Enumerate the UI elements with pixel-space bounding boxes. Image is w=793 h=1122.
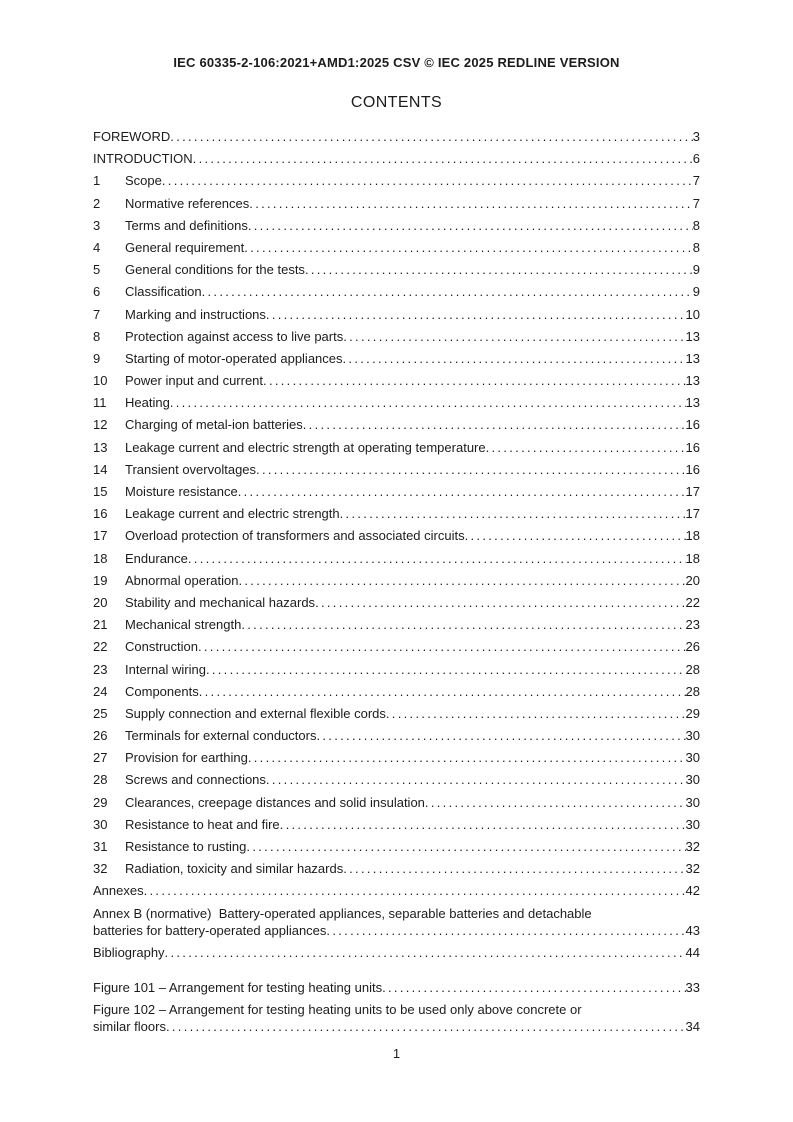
dot-leader [266, 771, 686, 788]
toc-clause-number: 17 [93, 528, 108, 544]
toc-page-number: 30 [685, 816, 700, 832]
toc-entry[interactable] [93, 860, 700, 877]
dot-leader [315, 594, 685, 611]
figure-list [93, 979, 700, 1035]
toc-entry-title: INTRODUCTION [93, 151, 193, 167]
toc-entry-line [93, 661, 700, 678]
toc-entry-title: Supply connection and external flexible cords [125, 705, 386, 721]
dot-leader [188, 550, 686, 567]
toc-entry-line [93, 306, 700, 323]
toc-entry[interactable] [93, 683, 700, 700]
dot-leader [316, 727, 685, 744]
toc-entry[interactable] [93, 439, 700, 456]
dot-leader [256, 461, 686, 478]
toc-entry[interactable] [93, 638, 700, 655]
dot-leader [326, 922, 685, 939]
toc-entry[interactable] [93, 527, 700, 544]
toc-clause-number: 20 [93, 594, 108, 610]
dot-leader [162, 172, 693, 189]
toc-page-number: 30 [685, 750, 700, 766]
toc-clause-number: 15 [93, 484, 108, 499]
dot-leader [166, 1018, 686, 1035]
dot-leader [249, 195, 692, 212]
dot-leader [248, 749, 686, 766]
toc-entry[interactable] [93, 661, 700, 678]
toc-entry-title: Normative references [125, 195, 250, 211]
toc-clause-number: 28 [93, 772, 108, 788]
toc-entry-line [93, 350, 700, 367]
toc-entry[interactable] [93, 416, 700, 433]
dot-leader [266, 306, 686, 323]
toc-page-number: 10 [685, 306, 700, 322]
toc-entry[interactable] [93, 505, 700, 522]
dot-leader [202, 283, 693, 300]
dot-leader [343, 350, 686, 367]
toc-clause-number: 3 [93, 217, 101, 233]
toc-page-number: 13 [685, 373, 700, 389]
toc-entry[interactable] [93, 150, 700, 167]
toc-entry-line [93, 527, 700, 544]
dot-leader [170, 128, 692, 145]
table-of-contents [93, 128, 700, 961]
toc-clause-number: 23 [93, 661, 108, 677]
toc-page-number: 8 [692, 239, 700, 255]
dot-leader [386, 705, 686, 722]
toc-page-number: 20 [685, 572, 700, 588]
toc-clause-number: 12 [93, 417, 108, 433]
toc-entry-line [93, 979, 700, 996]
toc-page-number: 28 [685, 661, 700, 677]
toc-clause-number: 29 [93, 794, 108, 810]
toc-page-number: 34 [685, 1018, 700, 1034]
toc-entry[interactable] [93, 461, 700, 478]
toc-page-number: 9 [692, 284, 700, 300]
toc-clause-number: 4 [93, 239, 101, 255]
toc-entry[interactable] [93, 239, 700, 256]
toc-entry[interactable] [93, 771, 700, 788]
dot-leader [238, 483, 686, 500]
toc-entry-line [93, 239, 700, 256]
page-number: 1 [392, 1046, 401, 1061]
toc-entry[interactable] [93, 372, 700, 389]
toc-page-number: 29 [685, 705, 700, 721]
toc-page-number: 30 [685, 794, 700, 810]
toc-clause-number: 31 [93, 839, 108, 854]
toc-entry-line [93, 705, 700, 722]
toc-entry-title: Terms and definitions [125, 217, 248, 233]
toc-page-number: 17 [685, 506, 700, 522]
toc-entry-line [93, 944, 700, 961]
toc-entry-title-continued: batteries for battery-operated appliances [93, 922, 327, 938]
dot-leader [244, 239, 693, 256]
toc-entry[interactable] [93, 483, 700, 500]
toc-page-number: 32 [685, 839, 700, 854]
toc-entry-title: Starting of motor-operated appliances [125, 350, 343, 366]
toc-clause-number: 27 [93, 750, 108, 766]
toc-entry-line [93, 416, 700, 433]
dot-leader [198, 638, 686, 655]
toc-clause-number: 30 [93, 816, 108, 832]
toc-entry[interactable] [93, 328, 700, 345]
toc-entry-title: Construction [125, 639, 198, 655]
dot-leader [343, 860, 685, 877]
toc-entry-title: General conditions for the tests [125, 262, 305, 278]
toc-entry-line [93, 328, 700, 345]
toc-entry-line [93, 816, 700, 833]
toc-entry[interactable] [93, 594, 700, 611]
toc-entry-title-continued: similar floors [93, 1018, 166, 1034]
toc-page-number: 17 [685, 484, 700, 499]
toc-entry[interactable] [93, 572, 700, 589]
toc-entry-title: FOREWORD [93, 129, 171, 144]
toc-clause-number: 26 [93, 728, 108, 744]
dot-leader [144, 882, 686, 899]
toc-clause-number: 16 [93, 506, 108, 522]
dot-leader [206, 661, 686, 678]
toc-clause-number: 9 [93, 350, 101, 366]
toc-clause-number: 5 [93, 262, 101, 278]
toc-entry-title: Clearances, creepage distances and solid insulation [125, 794, 425, 810]
toc-entry-line [93, 727, 700, 744]
dot-leader [199, 683, 686, 700]
toc-clause-number: 10 [93, 373, 108, 389]
toc-entry-title: Annex B (normative) Battery-operated appliances, separable batteries and detachable [93, 905, 592, 921]
toc-page-number: 8 [692, 217, 700, 233]
toc-entry[interactable] [93, 979, 700, 996]
toc-page-number: 18 [685, 550, 700, 566]
toc-entry-title: Screws and connections [125, 772, 266, 788]
toc-entry-line [93, 638, 700, 655]
toc-page-number: 13 [685, 328, 700, 344]
dot-leader [246, 838, 685, 855]
toc-entry-line [93, 461, 700, 478]
toc-page-number: 13 [685, 395, 700, 411]
toc-entry[interactable] [93, 172, 700, 189]
toc-entry-line [93, 128, 700, 145]
toc-clause-number: 32 [93, 861, 108, 877]
toc-entry[interactable] [93, 128, 700, 145]
contents-title: CONTENTS [350, 94, 443, 111]
toc-entry-title: Components [125, 683, 199, 699]
toc-clause-number: 21 [93, 617, 108, 633]
toc-entry-line [93, 572, 700, 589]
toc-page-number: 13 [685, 350, 700, 366]
toc-entry-title: Power input and current [125, 373, 264, 389]
dot-leader [193, 150, 693, 167]
toc-clause-number: 18 [93, 550, 108, 566]
toc-entry-title: Bibliography [93, 944, 165, 960]
toc-clause-number: 19 [93, 572, 108, 588]
running-header: IEC 60335-2-106:2021+AMD1:2025 CSV © IEC 2025 REDLINE VERSION [173, 55, 620, 70]
dot-leader [248, 217, 693, 234]
toc-entry-line [93, 771, 700, 788]
toc-entry-line [93, 882, 700, 899]
dot-leader [382, 979, 685, 996]
toc-entry[interactable] [93, 944, 700, 961]
dot-leader [170, 394, 686, 411]
toc-entry-line [93, 838, 700, 855]
dot-leader [303, 416, 686, 433]
toc-entry-line [93, 150, 700, 167]
toc-entry-line [93, 172, 700, 189]
toc-entry[interactable] [93, 550, 700, 567]
toc-clause-number: 7 [93, 306, 101, 322]
toc-entry-title: Resistance to rusting [125, 839, 247, 854]
toc-page-number: 43 [685, 922, 700, 938]
toc-entry[interactable] [93, 394, 700, 411]
dot-leader [305, 261, 693, 278]
toc-entry[interactable] [93, 616, 700, 633]
dot-leader [165, 944, 686, 961]
toc-entry-line [93, 594, 700, 611]
toc-page-number: 30 [685, 772, 700, 788]
toc-entry-line [93, 550, 700, 567]
dot-leader [241, 616, 685, 633]
toc-entry-line [93, 195, 700, 212]
toc-entry-line [93, 217, 700, 234]
toc-page-number: 44 [685, 944, 700, 960]
toc-clause-number: 22 [93, 639, 108, 655]
toc-clause-number: 13 [93, 439, 108, 455]
dot-leader [340, 505, 686, 522]
toc-entry-title: Resistance to heat and fire [125, 816, 280, 832]
toc-entry-line [93, 439, 700, 456]
toc-entry-title: Transient overvoltages [125, 461, 257, 477]
toc-entry-line [93, 860, 700, 877]
toc-page-number: 23 [685, 617, 700, 633]
toc-entry[interactable] [93, 306, 700, 323]
dot-leader [280, 816, 686, 833]
toc-page-number: 16 [685, 417, 700, 433]
dot-leader [343, 328, 685, 345]
toc-entry-line [93, 261, 700, 278]
toc-page-number: 42 [685, 883, 700, 899]
toc-page-number: 26 [685, 639, 700, 655]
toc-clause-number: 11 [93, 395, 107, 411]
toc-page-number: 28 [685, 683, 700, 699]
toc-page-number: 7 [692, 195, 700, 211]
toc-entry-title: Leakage current and electric strength at operating temperature [125, 439, 486, 455]
toc-entry-title: Stability and mechanical hazards [125, 594, 316, 610]
toc-entry-line [93, 372, 700, 389]
toc-page-number: 3 [692, 129, 700, 144]
toc-entry[interactable] [93, 1001, 700, 1035]
toc-entry-title: Radiation, toxicity and similar hazards [125, 861, 344, 877]
toc-entry-line [93, 483, 700, 500]
toc-page-number: 16 [685, 439, 700, 455]
toc-entry-title: Charging of metal-ion batteries [125, 417, 303, 433]
toc-entry-line [93, 283, 700, 300]
toc-entry-line [93, 394, 700, 411]
toc-entry-title: Provision for earthing [125, 750, 248, 766]
dot-leader [486, 439, 686, 456]
toc-entry-title: Overload protection of transformers and associated circuits [125, 528, 465, 544]
toc-entry-title: Heating [125, 395, 170, 411]
toc-entry-title: Figure 102 – Arrangement for testing heating units to be used only above concrete or [93, 1001, 582, 1017]
toc-entry-line [93, 1018, 700, 1035]
dot-leader [465, 527, 686, 544]
toc-page-number: 30 [685, 728, 700, 744]
toc-entry-title: Scope [125, 173, 162, 189]
toc-page-number: 7 [692, 173, 700, 189]
toc-page-number: 6 [692, 151, 700, 167]
toc-entry-line [93, 794, 700, 811]
toc-clause-number: 6 [93, 284, 101, 300]
toc-entry-title: General requirement [125, 239, 245, 255]
toc-page-number: 22 [685, 594, 700, 610]
toc-entry-title: Figure 101 – Arrangement for testing heating units [93, 979, 383, 995]
dot-leader [238, 572, 685, 589]
toc-entry[interactable] [93, 749, 700, 766]
toc-entry[interactable] [93, 705, 700, 722]
toc-entry[interactable] [93, 195, 700, 212]
toc-page-number: 33 [685, 979, 700, 995]
toc-entry[interactable] [93, 816, 700, 833]
toc-clause-number: 1 [93, 173, 101, 189]
toc-entry-title: Leakage current and electric strength [125, 506, 340, 522]
toc-entry-title: Internal wiring [125, 661, 206, 677]
toc-entry-line [93, 749, 700, 766]
toc-entry[interactable] [93, 727, 700, 744]
toc-entry[interactable] [93, 905, 700, 939]
toc-entry-title: Abnormal operation [125, 572, 239, 588]
toc-entry[interactable] [93, 217, 700, 234]
toc-entry[interactable] [93, 283, 700, 300]
toc-clause-number: 14 [93, 461, 108, 477]
toc-clause-number: 8 [93, 328, 101, 344]
dot-leader [425, 794, 686, 811]
toc-entry-title: Terminals for external conductors [125, 728, 317, 744]
toc-clause-number: 25 [93, 705, 108, 721]
toc-entry-title: Annexes [93, 883, 144, 899]
toc-clause-number: 24 [93, 683, 108, 699]
toc-entry[interactable] [93, 794, 700, 811]
toc-entry-title: Moisture resistance [125, 484, 238, 499]
dot-leader [263, 372, 686, 389]
toc-entry[interactable] [93, 350, 700, 367]
toc-entry-line [93, 505, 700, 522]
toc-page-number: 18 [685, 528, 700, 544]
toc-entry-title: Endurance [125, 550, 188, 566]
toc-clause-number: 2 [93, 195, 101, 211]
toc-entry-line [93, 922, 700, 939]
toc-entry-title: Classification [125, 284, 202, 300]
toc-entry-title: Protection against access to live parts [125, 328, 344, 344]
toc-entry-line [93, 683, 700, 700]
toc-entry-title: Mechanical strength [125, 617, 242, 633]
toc-entry-line [93, 616, 700, 633]
toc-entry[interactable] [93, 882, 700, 899]
toc-page-number: 9 [692, 262, 700, 278]
toc-page-number: 16 [685, 461, 700, 477]
toc-entry-title: Marking and instructions [125, 306, 266, 322]
toc-entry[interactable] [93, 261, 700, 278]
toc-page-number: 32 [685, 861, 700, 877]
toc-entry[interactable] [93, 838, 700, 855]
